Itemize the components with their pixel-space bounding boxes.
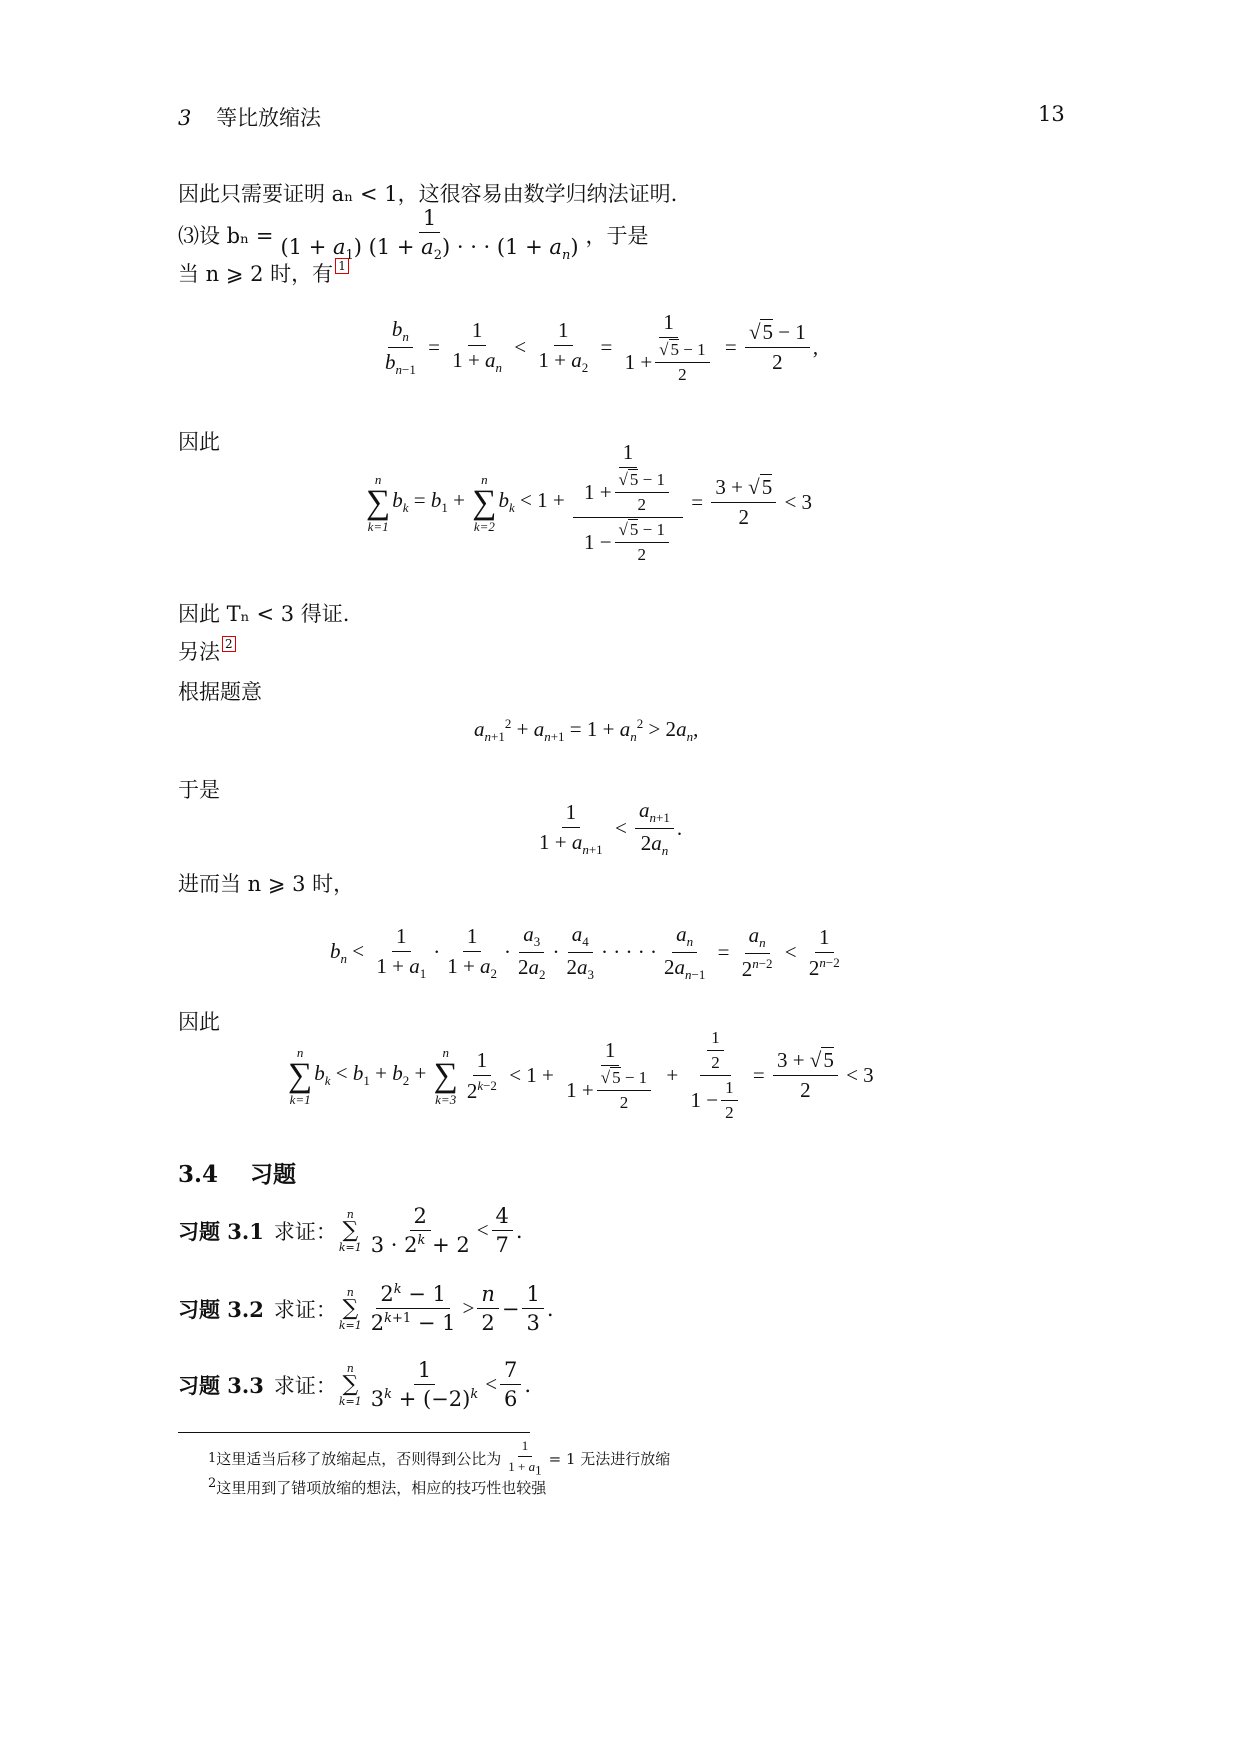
text-therefore-2: 因此 (178, 1010, 220, 1034)
equation-bn-product: $b_n$ < $\frac{1}{1 + a_1}$ · $\frac{1}{1 + a_2}$ · $\frac{a_3}{2a_2}$ · $\frac{a_4}{2a_3}$ · · · · · $\frac{a_n}{2a_{n-1}}$ = $\frac{a_n}{2^{n-2}}$ < $\frac{1}{2^{n-2}}$ (330, 922, 840, 983)
equation-recurrence: $a_{n+1}^2 + a_{n+1} = 1 + a_n^2 > 2a_n$, (474, 716, 699, 745)
section-number: 3.4 (178, 1161, 219, 1188)
chapter-number: 3 (178, 106, 192, 130)
exercise-verb: 求证： (273, 1297, 337, 1322)
footnote-ref-2[interactable]: 2 (222, 636, 236, 652)
exercise-label: 习题 3.1 (178, 1218, 264, 1244)
alt-method-line (178, 636, 236, 666)
footnote-ref-1[interactable]: 1 (335, 258, 349, 274)
exercise-3-2: 习题 3.2 求证： n ∑ k=1 $\frac{2^k - 1}{2^{k+1} - 1}$ > $\frac{n}{2}$ − $\frac{1}{3}$ . (178, 1282, 554, 1335)
exercise-sum: n ∑ k=1 (338, 1285, 362, 1332)
bn-definition-fraction: $\frac{1}{(1 + a_1) (1 + a_2) \cdot \cdot \cdot (1 + a_n)}$ (280, 206, 579, 264)
footnote-text-after: = 1 无法进行放缩 (548, 1449, 671, 1468)
footnote-mark: 2 (208, 1476, 217, 1491)
exercise-fraction: $\frac{2^k - 1}{2^{k+1} - 1}$ (370, 1282, 456, 1335)
footnote-text: 这里适当后移了放缩起点，否则得到公比为 (216, 1449, 502, 1468)
equation-sum-bk-2: n ∑ k=1 $b_k < b_1 + b_2$ + n ∑ k=3 $\frac{1}{2^{k-2}}$ < 1 + 1 1 + $\frac{√ 5 - 1}{2}$ + $\frac{1}{2}$ 1 − $\frac{1}{2}$ = $\frac{3 + √5}{2}$ < 3 (288, 1028, 874, 1122)
exercise-fraction: $\frac{2}{3 \cdot 2^k + 2}$ (370, 1204, 470, 1257)
text-tn-proved: 因此 Tₙ < 3 得证. (178, 602, 350, 626)
text-therefore-1: 因此 (178, 430, 220, 454)
text-then: 于是 (178, 778, 220, 802)
when-n-ge-2-line (178, 258, 349, 288)
exercise-sum: n ∑ k=1 (338, 1207, 362, 1254)
exercise-3-3: 习题 3.3 求证： n ∑ k=1 $\frac{1}{3^k + (-2)^k}$ < $\frac{7}{6}$ . (178, 1358, 532, 1411)
text-further: 进而当 n ⩾ 3 时， (178, 872, 355, 896)
footnote-mark: 1 (208, 1450, 217, 1466)
text-line-induction: 因此只需要证明 aₙ < 1，这很容易由数学归纳法证明. (178, 182, 678, 206)
exercise-label: 习题 3.3 (178, 1372, 264, 1398)
exercise-label: 习题 3.2 (178, 1296, 264, 1322)
page-number: 13 (1038, 102, 1065, 126)
equation-sum-bk: n ∑ k=1 $b_k = b_1$ + n ∑ k=2 $b_k < 1$ + 1 1 + $\frac{√ 5 - 1}{2}$ 1 − $\frac{√ 5 - 1}{2}$ = $\frac{3 + √5}{2}$ < 3 (366, 440, 813, 564)
exercise-fraction: $\frac{1}{3^k + (-2)^k}$ (370, 1358, 479, 1411)
alt-method-label: 另法 (178, 640, 220, 664)
section-heading (178, 1156, 296, 1189)
footnote-rule (178, 1432, 530, 1433)
define-bn-suffix: ，于是 (585, 223, 649, 248)
equation-ratio: $\frac{b_n}{b_{n-1}}$ = $\frac{1}{1 + a_n}$ < $\frac{1}{1 + a_2}$ = 1 1 + $\frac{√ 5 - 1}{2}$ = $\frac{√5 - 1}{2}$ , (385, 310, 819, 384)
when-n-ge-2-text: 当 n ⩾ 2 时，有 (178, 262, 334, 286)
exercise-verb: 求证： (273, 1219, 337, 1244)
footnote-2 (208, 1476, 546, 1498)
footnote-text: 这里用到了错项放缩的想法，相应的技巧性也较强 (216, 1479, 547, 1497)
exercise-verb: 求证： (273, 1373, 337, 1398)
exercise-3-1: 习题 3.1 求证： n ∑ k=1 $\frac{2}{3 \cdot 2^k + 2}$ < $\frac{4}{7}$ . (178, 1204, 523, 1257)
text-by-problem: 根据题意 (178, 680, 262, 704)
define-bn-line (178, 206, 649, 263)
footnote-1: 1 这里适当后移了放缩起点，否则得到公比为 $\frac{1}{1 + a_1}$ = 1 无法进行放缩 (208, 1438, 671, 1478)
section-title: 习题 (250, 1161, 297, 1188)
equation-bound: $\frac{1}{1 + a_{n+1}}$ < $\frac{a_{n+1}}{2a_n}$ . (539, 798, 683, 859)
running-header (178, 102, 321, 132)
exercise-sum: n ∑ k=1 (338, 1361, 362, 1408)
chapter-title: 等比放缩法 (216, 106, 322, 130)
define-bn-prefix: ⑶设 bₙ = (178, 223, 274, 248)
